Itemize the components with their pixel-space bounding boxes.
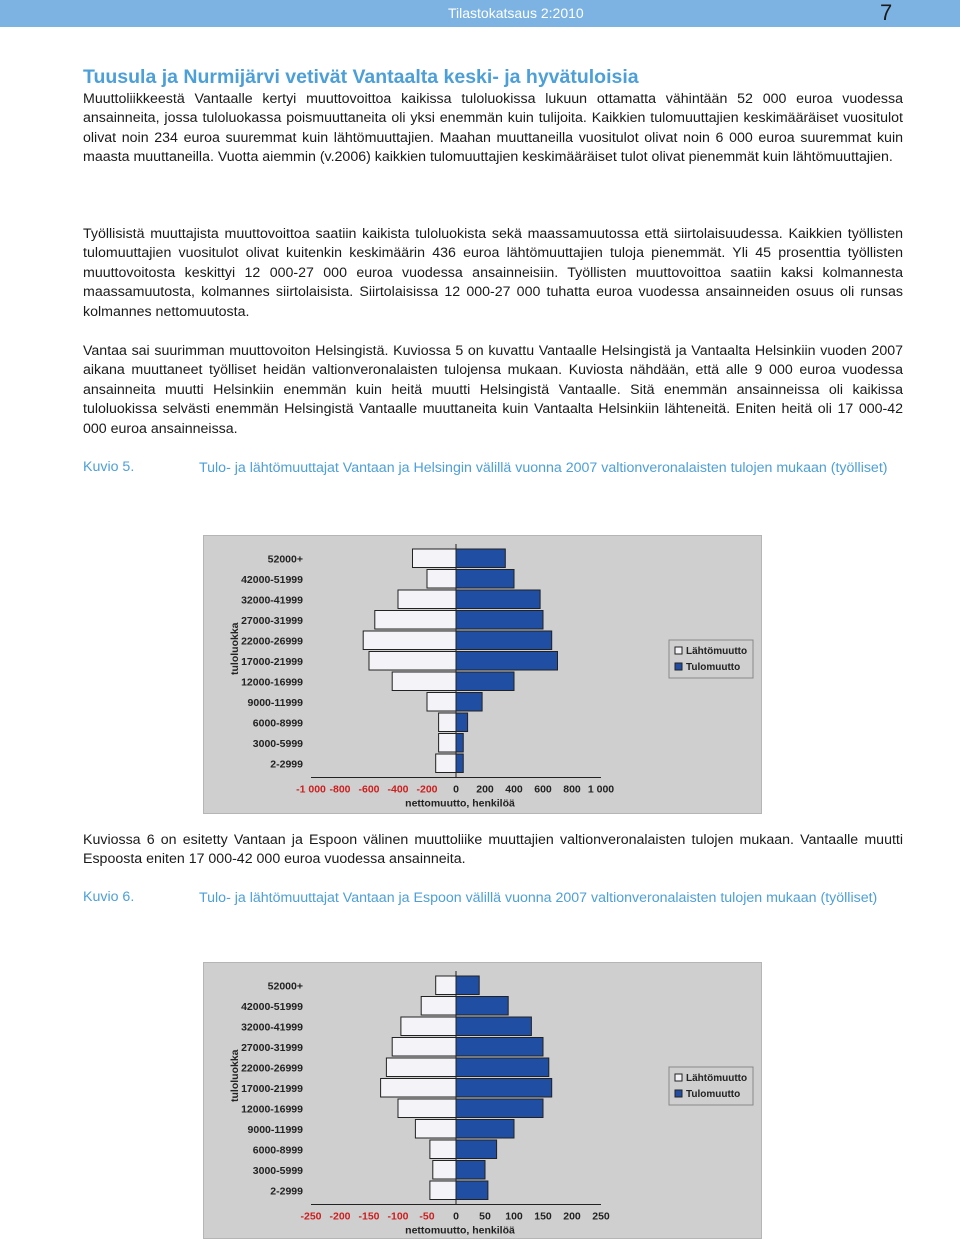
figure-6-svg bbox=[204, 963, 761, 1238]
x-tick-label: -400 bbox=[387, 783, 409, 796]
category-label: 27000-31999 bbox=[241, 614, 303, 627]
legend-label-tulomuutto: Tulomuutto bbox=[686, 1089, 741, 1100]
legend-swatch-tulomuutto bbox=[675, 663, 682, 670]
bar-tulomuutto bbox=[456, 1120, 514, 1139]
figure-6-chart bbox=[203, 962, 762, 1239]
bar-tulomuutto bbox=[456, 713, 468, 732]
bar-lahtomuutto bbox=[363, 631, 456, 650]
x-axis-title: nettomuutto, henkilöä bbox=[405, 797, 515, 810]
bar-tulomuutto bbox=[456, 1038, 543, 1057]
x-tick-label: 600 bbox=[534, 783, 552, 796]
x-tick-label: -600 bbox=[358, 783, 380, 796]
category-label: 12000-16999 bbox=[241, 676, 303, 689]
legend-swatch-lahtomuutto bbox=[675, 647, 682, 654]
category-label: 52000+ bbox=[267, 553, 303, 566]
x-tick-label: 250 bbox=[592, 1210, 610, 1223]
bar-tulomuutto bbox=[456, 611, 543, 630]
legend-label-lahtomuutto: Lähtömuutto bbox=[686, 646, 748, 657]
category-label: 6000-8999 bbox=[252, 1144, 303, 1157]
y-axis-title: tuloluokka bbox=[229, 1049, 241, 1103]
bar-lahtomuutto bbox=[413, 549, 457, 568]
bar-tulomuutto bbox=[456, 590, 540, 609]
category-label: 52000+ bbox=[267, 980, 303, 993]
page-heading: Tuusula ja Nurmijärvi vetivät Vantaalta keski- ja hyvätuloisia bbox=[83, 66, 639, 88]
bar-tulomuutto bbox=[456, 976, 479, 995]
bar-lahtomuutto bbox=[430, 1140, 456, 1159]
bar-lahtomuutto bbox=[436, 976, 456, 995]
bar-lahtomuutto bbox=[392, 1038, 456, 1057]
bar-tulomuutto bbox=[456, 1099, 543, 1118]
x-tick-label: -1 000 bbox=[296, 783, 326, 796]
category-label: 12000-16999 bbox=[241, 1103, 303, 1116]
x-tick-label: 50 bbox=[479, 1210, 491, 1223]
x-tick-label: 150 bbox=[534, 1210, 552, 1223]
category-label: 6000-8999 bbox=[252, 717, 303, 730]
x-tick-label: -800 bbox=[329, 783, 351, 796]
x-tick-label: -200 bbox=[329, 1210, 351, 1223]
x-tick-label: 800 bbox=[563, 783, 581, 796]
figure-6-label: Kuvio 6. bbox=[83, 889, 135, 905]
category-label: 42000-51999 bbox=[241, 1000, 303, 1013]
paragraph-2: Työllisistä muuttajista muuttovoittoa saatiin kaikista tuloluokista sekä maassamuutossa että siirtolaisuudessa. Kaikkien työllisten tulomuuttajien vuositulot olivat kuitenkin keskimäärin 436 euroa lähtömuuttajien tuloja pienemmät. Yli 45 prosenttia työllisten muuttovoitosta keskittyi 12 000-27 000 euroa vuodessa ansainneisiin. Työllisten muuttovoittoa saatiin kaksi kolmannesta maassamuutosta, kolmannes siirtolaisista. Siirtolaisissa 12 000-27 000 tuhatta euroa vuodessa ansainneiden osuus oli runsas kolmannes nettomuutosta. bbox=[83, 226, 903, 320]
bar-tulomuutto bbox=[456, 1140, 497, 1159]
bar-lahtomuutto bbox=[439, 734, 456, 753]
category-label: 3000-5999 bbox=[252, 1164, 303, 1177]
figure-6-caption: Tulo- ja lähtömuuttajat Vantaan ja Espoon välillä vuonna 2007 valtionveronalaisten tulojen mukaan (työlliset) bbox=[199, 890, 878, 906]
x-tick-label: -200 bbox=[416, 783, 438, 796]
category-label: 2-2999 bbox=[270, 758, 303, 771]
x-tick-label: -50 bbox=[419, 1210, 435, 1223]
bar-lahtomuutto bbox=[415, 1120, 456, 1139]
legend-label-tulomuutto: Tulomuutto bbox=[686, 662, 741, 673]
bar-tulomuutto bbox=[456, 570, 514, 589]
bar-tulomuutto bbox=[456, 734, 463, 753]
x-tick-label: 200 bbox=[563, 1210, 581, 1223]
figure-5-chart bbox=[203, 535, 762, 814]
figure-5-svg bbox=[204, 536, 761, 813]
category-label: 17000-21999 bbox=[241, 1082, 303, 1095]
bar-lahtomuutto bbox=[439, 713, 456, 732]
x-tick-label: -100 bbox=[387, 1210, 409, 1223]
header-bar bbox=[0, 0, 960, 27]
category-label: 17000-21999 bbox=[241, 655, 303, 668]
category-label: 32000-41999 bbox=[241, 1021, 303, 1034]
category-label: 3000-5999 bbox=[252, 737, 303, 750]
paragraph-3: Vantaa sai suurimman muuttovoiton Helsingistä. Kuviossa 5 on kuvattu Vantaalle Helsingistä ja Vantaalta Helsinkiin vuoden 2007 aikana muuttaneet työlliset heidän valtionveronalaisten tulojensa mukaan. Kuviosta nähdään, että alle 9 000 euroa vuodessa ansainneita muutti Helsinkiin enemmän kuin heitä muutti Helsingistä Vantaalle. Sitä enemmän ansainneissa oli kaikissa tuloluokissa selvästi enemmän Helsingistä Vantaalle muuttaneita kuin Vantaalta Helsinkiin lähteneitä. Eniten heitä oli 17 000-42 000 euroa ansainneissa. bbox=[83, 343, 903, 437]
bar-tulomuutto bbox=[456, 1181, 488, 1200]
bar-lahtomuutto bbox=[398, 1099, 456, 1118]
bar-tulomuutto bbox=[456, 1017, 531, 1036]
bar-lahtomuutto bbox=[421, 997, 456, 1016]
legend-swatch-tulomuutto bbox=[675, 1090, 682, 1097]
bar-lahtomuutto bbox=[369, 652, 456, 671]
bar-lahtomuutto bbox=[430, 1181, 456, 1200]
x-tick-label: 400 bbox=[505, 783, 523, 796]
figure-5-label: Kuvio 5. bbox=[83, 459, 135, 475]
legend-label-lahtomuutto: Lähtömuutto bbox=[686, 1073, 748, 1084]
category-label: 32000-41999 bbox=[241, 594, 303, 607]
category-label: 9000-11999 bbox=[247, 1123, 303, 1136]
bar-tulomuutto bbox=[456, 997, 508, 1016]
bar-lahtomuutto bbox=[392, 672, 456, 691]
bar-lahtomuutto bbox=[381, 1079, 456, 1098]
bar-tulomuutto bbox=[456, 1161, 485, 1180]
category-label: 42000-51999 bbox=[241, 573, 303, 586]
bar-lahtomuutto bbox=[398, 590, 456, 609]
legend-swatch-lahtomuutto bbox=[675, 1074, 682, 1081]
paragraph-1: Muuttoliikkeestä Vantaalle kertyi muuttovoittoa kaikissa tuloluokissa lukuun ottamatta vähintään 52 000 euroa vuodessa ansainneita, jossa tuloluokassa poismuuttaneita oli yksi enemmän kuin tulijoita. Kaikkien tulomuuttajien keskimääräiset vuositulot olivat noin 234 euroa suuremmat kuin lähtömuuttajien. Maahan muuttaneilla vuositulot olivat noin 6 000 euroa suuremmat kuin maasta muuttaneilla. Vuotta aiemmin (v.2006) kaikkien tulomuuttajien keskimääräiset tulot olivat pienemmät kuin lähtömuuttajien. bbox=[83, 91, 903, 166]
x-tick-label: 100 bbox=[505, 1210, 523, 1223]
bar-tulomuutto bbox=[456, 754, 463, 773]
category-label: 22000-26999 bbox=[241, 1062, 303, 1075]
page-number: 7 bbox=[880, 0, 893, 25]
bar-lahtomuutto bbox=[427, 570, 456, 589]
bar-tulomuutto bbox=[456, 549, 505, 568]
x-tick-label: 0 bbox=[453, 1210, 459, 1223]
bar-tulomuutto bbox=[456, 652, 558, 671]
paragraph-4: Kuviossa 6 on esitetty Vantaan ja Espoon välinen muuttoliike muuttajien valtionveronalaisten tulojen mukaan. Vantaalle muutti Espoosta eniten 17 000-42 000 euroa vuodessa ansainneita. bbox=[83, 832, 903, 868]
x-tick-label: 1 000 bbox=[587, 783, 615, 796]
bar-tulomuutto bbox=[456, 1079, 552, 1098]
x-tick-label: 0 bbox=[453, 783, 459, 796]
x-tick-label: -250 bbox=[300, 1210, 322, 1223]
category-label: 22000-26999 bbox=[241, 635, 303, 648]
bar-tulomuutto bbox=[456, 1058, 549, 1077]
figure-5-caption: Tulo- ja lähtömuuttajat Vantaan ja Helsingin välillä vuonna 2007 valtionveronalaisten tulojen mukaan (työlliset) bbox=[199, 460, 888, 476]
category-label: 27000-31999 bbox=[241, 1041, 303, 1054]
bar-lahtomuutto bbox=[401, 1017, 456, 1036]
bar-lahtomuutto bbox=[433, 1161, 456, 1180]
category-label: 9000-11999 bbox=[247, 696, 303, 709]
bar-lahtomuutto bbox=[375, 611, 456, 630]
bar-tulomuutto bbox=[456, 672, 514, 691]
bar-tulomuutto bbox=[456, 693, 482, 712]
x-axis-title: nettomuutto, henkilöä bbox=[405, 1224, 515, 1237]
bar-lahtomuutto bbox=[427, 693, 456, 712]
category-label: 2-2999 bbox=[270, 1185, 303, 1198]
publication-title: Tilastokatsaus 2:2010 bbox=[448, 5, 584, 21]
x-tick-label: -150 bbox=[358, 1210, 380, 1223]
bar-tulomuutto bbox=[456, 631, 552, 650]
y-axis-title: tuloluokka bbox=[229, 622, 241, 676]
bar-lahtomuutto bbox=[386, 1058, 456, 1077]
bar-lahtomuutto bbox=[436, 754, 456, 773]
x-tick-label: 200 bbox=[476, 783, 494, 796]
